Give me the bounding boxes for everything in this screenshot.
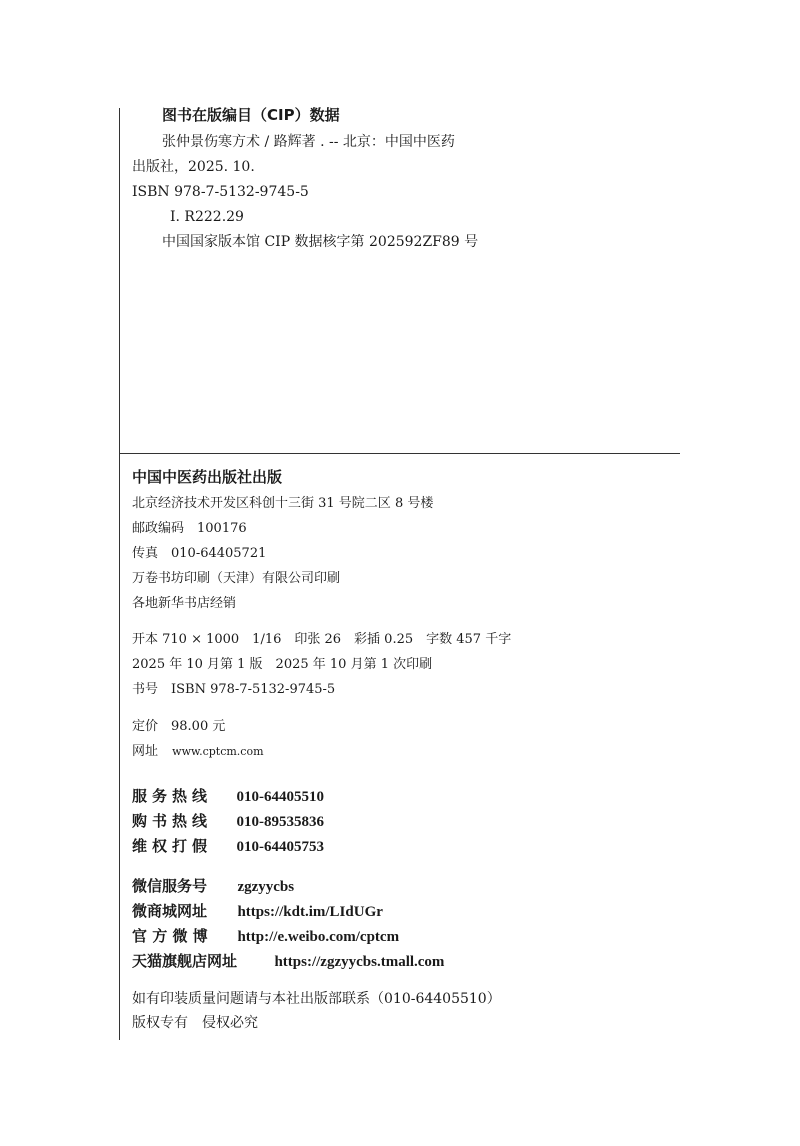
- book-format: 开本 710 × 1000 1/16 印张 26 彩插 0.25 字数 457 千字: [132, 632, 512, 647]
- publisher-name: 中国中医药出版社出版: [132, 468, 283, 486]
- book-number: 书号 ISBN 978-7-5132-9745-5: [132, 682, 336, 697]
- cip-publisher-line: 出版社，2025. 10.: [132, 159, 255, 175]
- publisher-fax: 传真 010-64405721: [132, 546, 267, 561]
- publisher-postcode: 邮政编码 100176: [132, 521, 247, 536]
- channel-value[interactable]: https://kdt.im/LIdUGr: [237, 904, 383, 920]
- price: 定价 98.00 元: [132, 719, 226, 734]
- channel-row: [132, 877, 294, 896]
- horizontal-rule: [119, 453, 680, 454]
- channel-label: 微商城网址: [132, 902, 208, 920]
- cip-isbn: ISBN 978-7-5132-9745-5: [132, 184, 309, 200]
- hotline-label: 维权打假: [132, 837, 213, 855]
- channel-label: 天猫旗舰店网址: [132, 952, 238, 970]
- cip-heading: 图书在版编目（CIP）数据: [162, 106, 340, 124]
- quality-notice: 如有印装质量问题请与本社出版部联系（010-64405510）: [132, 991, 501, 1007]
- vertical-rule: [119, 108, 120, 1040]
- hotline-row: [132, 812, 324, 831]
- distributor: 各地新华书店经销: [132, 596, 237, 611]
- channel-row: [132, 927, 399, 946]
- edition-info: 2025 年 10 月第 1 版 2025 年 10 月第 1 次印刷: [132, 657, 433, 672]
- hotline-number: 010-64405753: [236, 839, 324, 855]
- channel-value[interactable]: http://e.weibo.com/cptcm: [237, 929, 400, 945]
- hotline-number: 010-64405510: [236, 789, 324, 805]
- cip-record-number: 中国国家版本馆 CIP 数据核字第 202592ZF89 号: [162, 234, 479, 250]
- website-row: [132, 743, 264, 761]
- channel-label: 官 方 微 博: [132, 927, 208, 945]
- cip-class-number: Ⅰ. R222.29: [170, 209, 244, 225]
- channel-value[interactable]: https://zgzyycbs.tmall.com: [274, 954, 445, 970]
- printer: 万卷书坊印刷（天津）有限公司印刷: [132, 571, 341, 586]
- channel-value: zgzyycbs: [237, 879, 295, 895]
- hotline-label: 购书热线: [132, 812, 213, 830]
- channel-row: [132, 902, 383, 921]
- cip-title-line: 张仲景伤寒方术 / 路辉著 . -- 北京：中国中医药: [162, 134, 455, 150]
- hotline-label: 服务热线: [132, 787, 213, 805]
- hotline-row: [132, 787, 324, 806]
- copyright-notice: 版权专有 侵权必究: [132, 1015, 258, 1031]
- hotline-row: [132, 837, 324, 856]
- website-link[interactable]: www.cptcm.com: [172, 745, 264, 758]
- publisher-address: 北京经济技术开发区科创十三街 31 号院二区 8 号楼: [132, 496, 434, 511]
- channel-row: [132, 952, 444, 971]
- channel-label: 微信服务号: [132, 877, 208, 895]
- hotline-number: 010-89535836: [236, 814, 324, 830]
- website-label: 网址: [132, 744, 159, 759]
